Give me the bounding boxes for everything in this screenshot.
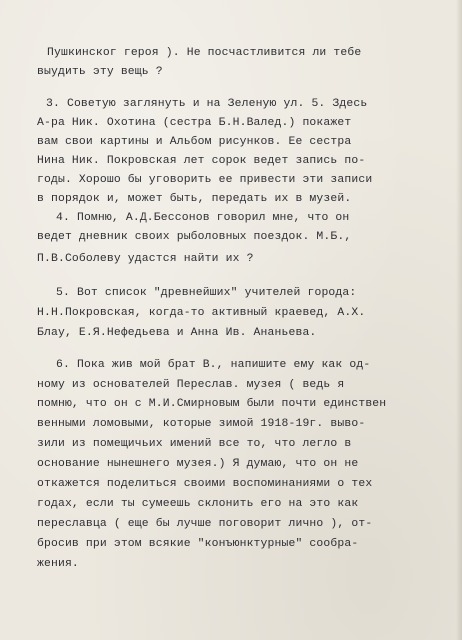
text-line: А-ра Ник. Охотина (сестра Б.Н.Валед.) покажет — [37, 117, 352, 129]
text-line: ному из основателей Переслав. музея ( ведь я — [37, 379, 345, 391]
text-line: П.В.Соболеву удастся найти их ? — [37, 253, 254, 265]
text-line: годах, если ты сумеешь склонить его на это как — [37, 498, 359, 510]
text-line: 3. Советую заглянуть и на Зеленую ул. 5. Здесь — [46, 98, 368, 110]
text-line: бросив при этом всякие "конъюнктурные" сообра- — [37, 538, 359, 550]
text-line: в порядок и, может быть, передать их в музей. — [37, 193, 352, 205]
text-line: выудить эту вещь ? — [37, 66, 163, 78]
text-line: годы. Хорошо бы уговорить ее привести эти записи — [37, 174, 373, 186]
text-line: помню, что он с М.И.Смирновым были почти единствен — [37, 398, 387, 410]
text-line: зили из помещичьих имений все то, что легло в — [37, 438, 352, 450]
text-line: жения. — [37, 558, 79, 570]
text-line: 6. Пока жив мой брат В., напишите ему как од- — [56, 359, 371, 371]
text-line: венными ломовыми, которые зимой 1918-19г. выво- — [37, 418, 366, 430]
text-line: 4. Помню, А.Д.Бессонов говорил мне, что он — [56, 212, 350, 224]
text-line: переславца ( еще бы лучше поговорит лично ), от- — [37, 518, 373, 530]
text-line: Пушкинског героя ). Не посчастливится ли тебе — [47, 47, 362, 59]
text-line: Блау, Е.Я.Нефедьева и Анна Ив. Ананьева. — [37, 327, 317, 339]
text-line: откажется поделиться своими воспоминаниями о тех — [37, 478, 373, 490]
text-line: 5. Вот список "древнейших" учителей города: — [56, 287, 357, 299]
text-line: вам свои картины и Альбом рисунков. Ее сестра — [37, 136, 352, 148]
text-line: ведет дневник своих рыболовных поездок. М.Б., — [37, 231, 352, 243]
paper-edge-shadow — [456, 0, 462, 640]
text-line: Н.Н.Покровская, когда-то активный краевед, А.Х. — [37, 307, 366, 319]
text-line: Нина Ник. Покровская лет сорок ведет запись по- — [37, 155, 366, 167]
text-line: основание нынешнего музея.) Я думаю, что он не — [37, 458, 359, 470]
